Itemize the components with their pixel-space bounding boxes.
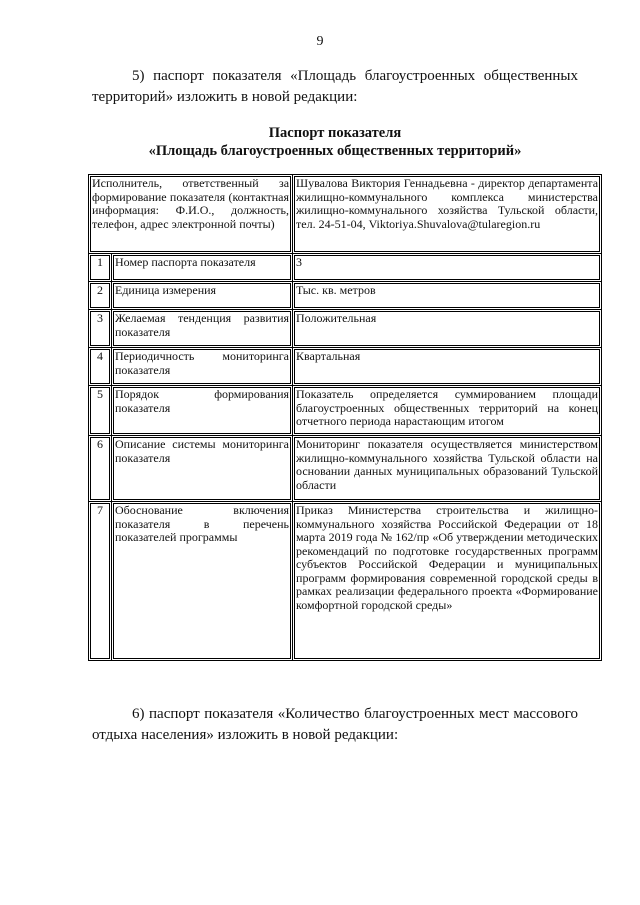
- row-label: Номер паспорта показателя: [112, 254, 293, 282]
- row-label: Периодичность мониторинга показателя: [112, 348, 293, 386]
- closing-paragraph: 6) паспорт показателя «Количество благоустроенных мест массового отдыха населения» изложить в новой редакции:: [92, 706, 578, 743]
- row-label: Порядок формирования показателя: [112, 386, 293, 436]
- responsible-value: Шувалова Виктория Геннадьевна - директор департамента жилищно-коммунального комплекса министерства жилищно-коммунального хозяйства Тульской области, тел. 24-51-04, Viktoriya.Shuvalova@tularegion.ru: [293, 175, 602, 254]
- row-number: 1: [89, 254, 112, 282]
- row-value: 3: [293, 254, 602, 282]
- row-label: Желаемая тенденция развития показателя: [112, 310, 293, 348]
- row-label: Единица измерения: [112, 282, 293, 310]
- row-number: 5: [89, 386, 112, 436]
- table-row: [89, 386, 602, 436]
- table-row: [89, 282, 602, 310]
- table-row-responsible: [89, 175, 602, 254]
- row-number: 7: [89, 502, 112, 661]
- row-label: Описание системы мониторинга показателя: [112, 436, 293, 502]
- row-number: 3: [89, 310, 112, 348]
- table-row: [89, 254, 602, 282]
- row-value: Мониторинг показателя осуществляется министерством жилищно-коммунального хозяйства Тульской области на основании данных муниципальных образований Тульской области: [293, 436, 602, 502]
- row-value: Приказ Министерства строительства и жилищно-коммунального хозяйства Российской Федерации от 18 марта 2019 года № 162/пр «Об утверждении методических рекомендаций по подготовке государственных программ субъектов Российской Федерации и муниципальных программ формирования современной городской среды в рамках реализации федерального проекта «Формирование комфортной городской среды»: [293, 502, 602, 661]
- row-number: 4: [89, 348, 112, 386]
- table-row: [89, 436, 602, 502]
- passport-table: [88, 174, 602, 661]
- row-label: Обоснование включения показателя в перечень показателей программы: [112, 502, 293, 661]
- passport-title: Паспорт показателя: [268, 125, 402, 141]
- table-row: [89, 310, 602, 348]
- table-row: [89, 348, 602, 386]
- row-number: 6: [89, 436, 112, 502]
- intro-paragraph: 5) паспорт показателя «Площадь благоустроенных общественных территорий» изложить в новой редакции:: [92, 68, 578, 105]
- passport-subtitle: «Площадь благоустроенных общественных территорий»: [148, 143, 522, 159]
- row-value: Квартальная: [293, 348, 602, 386]
- table-row: [89, 502, 602, 661]
- row-value: Положительная: [293, 310, 602, 348]
- row-number: 2: [89, 282, 112, 310]
- row-value: Тыс. кв. метров: [293, 282, 602, 310]
- page-number: 9: [316, 34, 324, 49]
- row-value: Показатель определяется суммированием площади благоустроенных общественных территорий на конец отчетного периода нарастающим итогом: [293, 386, 602, 436]
- responsible-label: Исполнитель, ответственный за формирование показателя (контактная информация: Ф.И.О., должность, телефон, адрес электронной почты): [89, 175, 293, 254]
